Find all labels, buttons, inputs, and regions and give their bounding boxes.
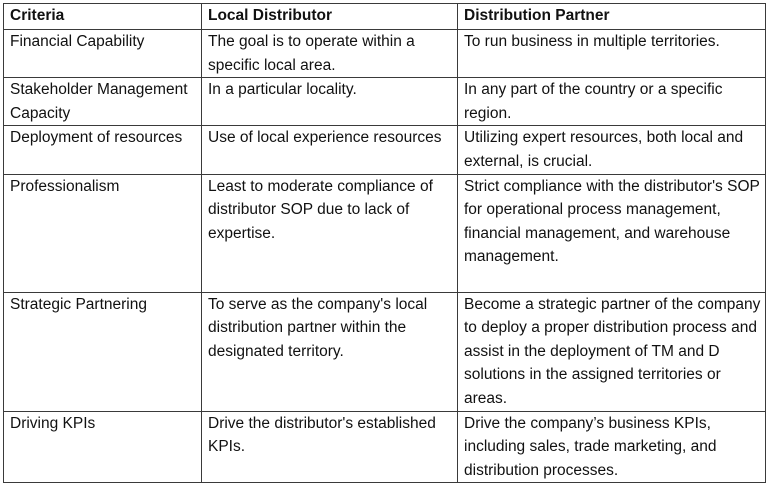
criteria-cell: Deployment of resources <box>4 126 202 174</box>
table-row <box>4 126 766 174</box>
criteria-cell: Professionalism <box>4 174 202 292</box>
distribution-partner-cell: Drive the company’s business KPIs, including sales, trade marketing, and distribution processes. <box>458 411 766 483</box>
local-distributor-cell: Drive the distributor's established KPIs. <box>202 411 458 483</box>
distribution-partner-cell: Strict compliance with the distributor's SOP for operational process management, financial management, and warehouse management. <box>458 174 766 292</box>
local-distributor-cell: In a particular locality. <box>202 78 458 126</box>
table-row <box>4 292 766 411</box>
distribution-partner-cell: Utilizing expert resources, both local and external, is crucial. <box>458 126 766 174</box>
header-local-distributor: Local Distributor <box>202 4 458 30</box>
local-distributor-cell: The goal is to operate within a specific local area. <box>202 30 458 78</box>
table-row <box>4 411 766 483</box>
table-row <box>4 78 766 126</box>
criteria-cell: Strategic Partnering <box>4 292 202 411</box>
table-row <box>4 174 766 292</box>
criteria-cell: Stakeholder Management Capacity <box>4 78 202 126</box>
criteria-cell: Financial Capability <box>4 30 202 78</box>
table-row <box>4 30 766 78</box>
header-criteria: Criteria <box>4 4 202 30</box>
header-distribution-partner: Distribution Partner <box>458 4 766 30</box>
comparison-table <box>3 3 766 483</box>
distribution-partner-cell: In any part of the country or a specific region. <box>458 78 766 126</box>
local-distributor-cell: Least to moderate compliance of distributor SOP due to lack of expertise. <box>202 174 458 292</box>
criteria-cell: Driving KPIs <box>4 411 202 483</box>
local-distributor-cell: Use of local experience resources <box>202 126 458 174</box>
distribution-partner-cell: To run business in multiple territories. <box>458 30 766 78</box>
local-distributor-cell: To serve as the company's local distribution partner within the designated territory. <box>202 292 458 411</box>
distribution-partner-cell: Become a strategic partner of the company to deploy a proper distribution process and assist in the deployment of TM and D solutions in the assigned territories or areas. <box>458 292 766 411</box>
header-row <box>4 4 766 30</box>
